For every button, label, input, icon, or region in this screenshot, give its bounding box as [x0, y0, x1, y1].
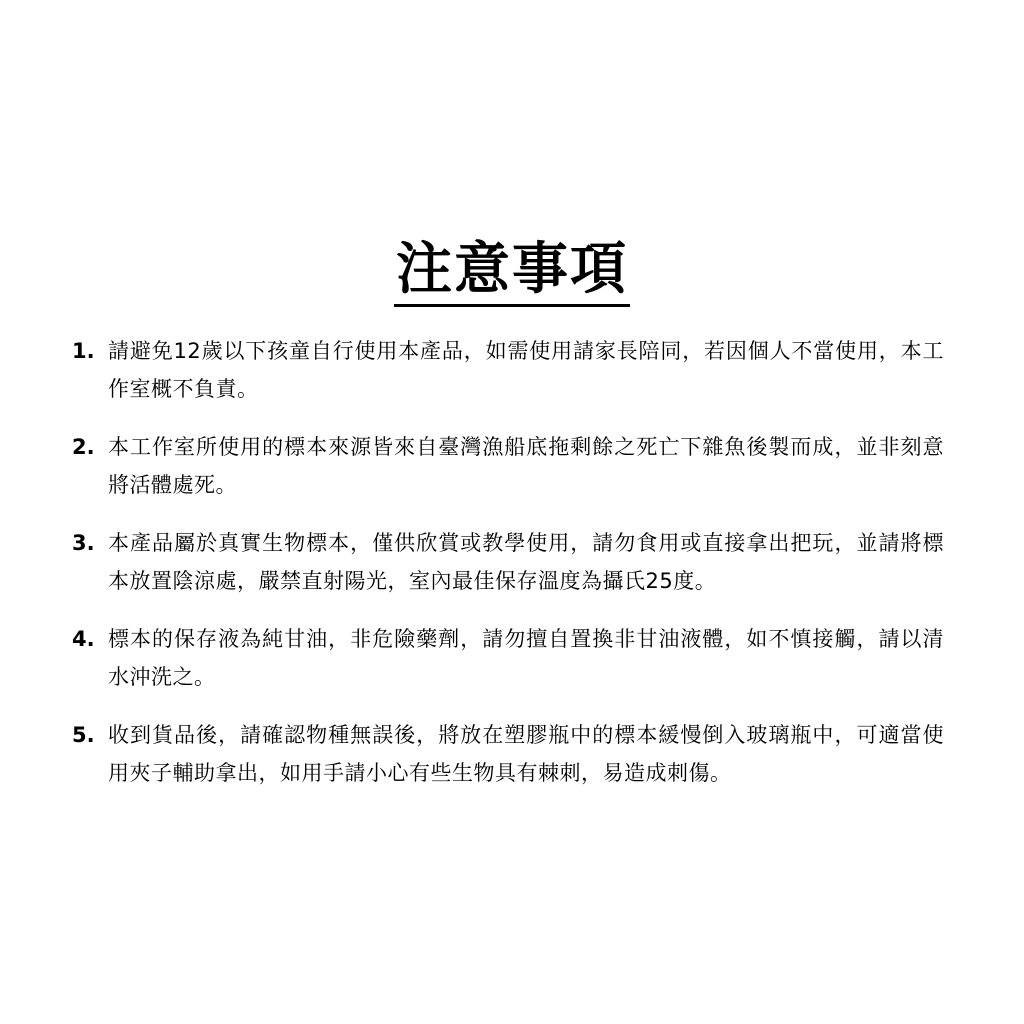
notice-item-2 — [72, 428, 944, 504]
item-number: 1. — [72, 339, 95, 363]
item-number: 4. — [72, 627, 95, 651]
item-number: 5. — [72, 723, 95, 747]
item-number: 2. — [72, 435, 95, 459]
notice-item-4 — [72, 620, 944, 696]
notice-item-1 — [72, 332, 944, 408]
page-title-text: 注意事項 — [394, 238, 630, 307]
item-text: 請避免12歲以下孩童自行使用本產品，如需使用請家長陪同，若因個人不當使用，本工作室概不負責。 — [108, 339, 944, 401]
item-text: 本工作室所使用的標本來源皆來自臺灣漁船底拖剩餘之死亡下雜魚後製而成，並非刻意將活體處死。 — [108, 435, 944, 497]
item-text: 標本的保存液為純甘油，非危險藥劑，請勿擅自置換非甘油液體，如不慎接觸，請以清水沖洗之。 — [108, 627, 944, 689]
notice-item-3 — [72, 524, 944, 600]
notice-list — [72, 332, 944, 812]
item-number: 3. — [72, 531, 95, 555]
page-title — [0, 238, 1024, 307]
item-text: 收到貨品後，請確認物種無誤後，將放在塑膠瓶中的標本緩慢倒入玻璃瓶中，可適當使用夾子輔助拿出，如用手請小心有些生物具有棘刺，易造成刺傷。 — [108, 723, 944, 785]
item-text: 本產品屬於真實生物標本，僅供欣賞或教學使用，請勿食用或直接拿出把玩，並請將標本放置陰涼處，嚴禁直射陽光，室內最佳保存溫度為攝氏25度。 — [108, 531, 944, 593]
notice-item-5 — [72, 716, 944, 792]
